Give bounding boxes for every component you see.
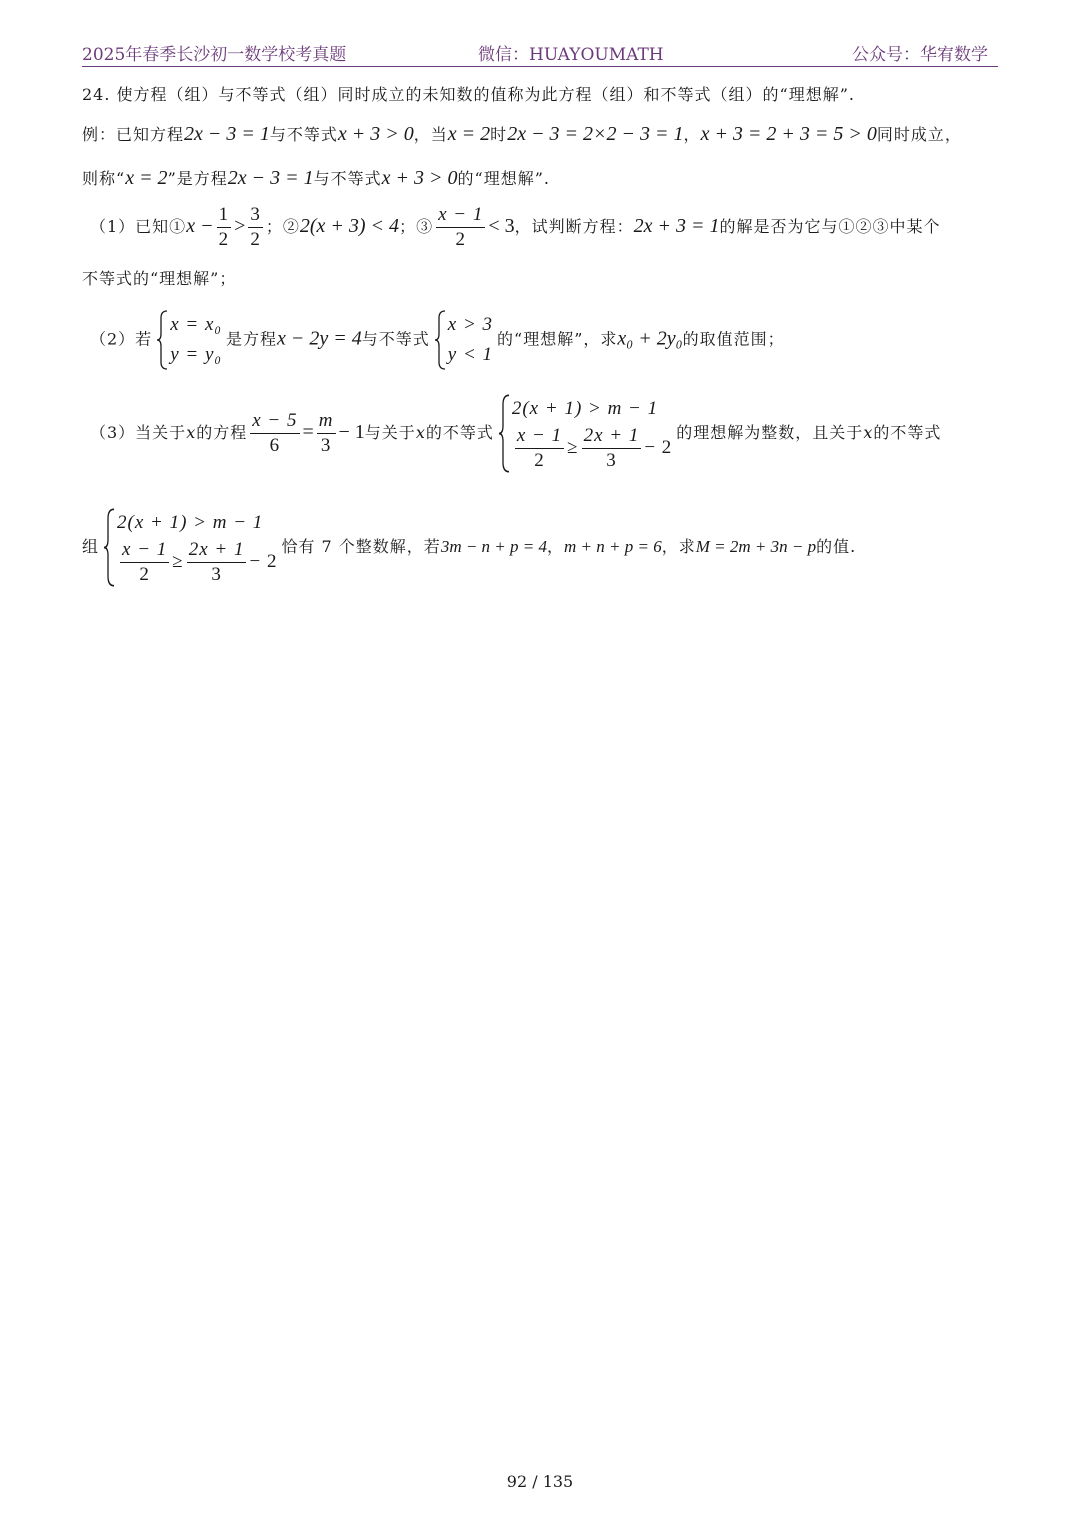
equation-system <box>156 310 222 370</box>
math: = <box>302 421 314 443</box>
math: 2(x + 3) < 4 <box>299 215 400 237</box>
text: 时 <box>490 125 508 144</box>
question-3-cont <box>82 508 856 587</box>
fraction <box>515 424 564 473</box>
fraction <box>317 409 336 458</box>
math: m + n + p = 6 <box>564 537 662 556</box>
question-1-cont <box>82 266 236 289</box>
math: 2x + 3 = 1 <box>633 215 720 237</box>
text: ， <box>683 125 701 144</box>
text: ， <box>547 537 565 556</box>
inequality-system <box>103 508 277 587</box>
system-row: x = x₀ <box>170 314 222 335</box>
numerator: m <box>317 409 336 434</box>
text: ，求 <box>661 537 696 556</box>
text: ；② <box>265 217 300 236</box>
math: x = 2 <box>447 123 491 145</box>
numerator: x − 1 <box>515 424 564 449</box>
math: x + 3 > 0 <box>337 123 414 145</box>
text: （2）若 <box>90 329 153 349</box>
system-row <box>512 424 672 473</box>
math: x <box>186 423 197 442</box>
fraction <box>217 203 232 252</box>
math: x − 2y = 4 <box>277 327 362 350</box>
text: 的值. <box>816 537 857 556</box>
math: 2x − 3 = 1 <box>184 123 270 145</box>
math: 2x − 3 = 2×2 − 3 = 1 <box>507 123 684 145</box>
denominator: 2 <box>218 229 230 250</box>
text: 与不等式 <box>313 169 382 188</box>
text: ；③ <box>399 217 434 236</box>
denominator: 3 <box>320 435 332 456</box>
page-number: 92 / 135 <box>506 1472 574 1491</box>
brace-icon <box>103 508 115 587</box>
text: 的解是否为它与①②③中某个 <box>719 217 941 236</box>
denominator: 2 <box>534 450 545 471</box>
math: x + 3 > 0 <box>381 167 458 189</box>
text: （3）当关于 <box>90 423 187 442</box>
intro-text: 24. 使方程（组）与不等式（组）同时成立的未知数的值称为此方程（组）和不等式（组）的“理想解”. <box>82 85 855 104</box>
numerator: 2x + 1 <box>582 424 642 449</box>
numerator: 2x + 1 <box>187 538 247 563</box>
text: 的“理想解”，求 <box>497 329 618 349</box>
question-1 <box>90 203 941 252</box>
text: 的不等式 <box>425 423 494 442</box>
numerator: x − 5 <box>250 409 299 434</box>
question-2 <box>90 310 785 370</box>
fraction <box>436 203 485 252</box>
example-line-1 <box>82 122 962 146</box>
text: 则称“ <box>82 169 126 188</box>
math: x − <box>186 215 214 237</box>
system-row: x > 3 <box>447 314 494 335</box>
brace-icon <box>434 310 446 370</box>
example-line-2 <box>82 166 550 190</box>
text: 恰有 7 个整数解，若 <box>281 537 441 556</box>
text: ，当 <box>413 125 448 144</box>
text: 组 <box>82 537 100 556</box>
fraction <box>187 538 247 587</box>
text: 的方程 <box>196 423 248 442</box>
text: 例：已知方程 <box>82 125 185 144</box>
math: 3m − n + p = 4 <box>440 537 548 556</box>
denominator: 2 <box>250 229 261 250</box>
page-header <box>82 36 998 67</box>
denominator: 2 <box>139 564 150 585</box>
math: < 3 <box>488 215 515 237</box>
math: − 2 <box>644 436 673 458</box>
text: （1）已知① <box>90 217 187 236</box>
header-title: 2025年春季长沙初一数学校考真题 <box>82 45 347 65</box>
math: ≥ <box>172 550 184 572</box>
brace-icon <box>156 310 168 370</box>
math: x₀ + 2y₀ <box>617 327 683 350</box>
numerator: x − 1 <box>436 203 485 228</box>
numerator: 1 <box>217 203 232 228</box>
text: ”是方程 <box>167 169 228 188</box>
text: 与不等式 <box>269 125 338 144</box>
brace-icon <box>498 394 510 473</box>
math: > <box>234 215 246 237</box>
math: 2x − 3 = 1 <box>227 167 314 189</box>
text: ，试判断方程： <box>514 217 634 236</box>
math: − 2 <box>249 550 278 572</box>
math: x <box>863 423 874 442</box>
denominator: 6 <box>269 435 281 456</box>
text: 的取值范围； <box>682 329 785 349</box>
system-row: y < 1 <box>447 344 494 365</box>
inequality-system <box>434 310 493 370</box>
text: 同时成立， <box>876 125 962 144</box>
math: ≥ <box>567 436 579 458</box>
text: 的“理想解”. <box>457 169 550 188</box>
math: x <box>415 423 426 442</box>
header-account: 公众号：华宥数学 <box>852 45 988 65</box>
math: x = 2 <box>125 167 168 189</box>
text: 与不等式 <box>361 329 430 349</box>
numerator: 3 <box>248 203 263 228</box>
fraction <box>582 424 642 473</box>
fraction <box>250 409 299 458</box>
text: 的理想解为整数，且关于 <box>676 423 864 442</box>
inequality-system <box>498 394 672 473</box>
fraction <box>248 203 263 252</box>
denominator: 3 <box>606 450 617 471</box>
text: 是方程 <box>225 329 277 349</box>
system-row <box>117 538 277 587</box>
denominator: 2 <box>455 229 466 250</box>
system-row: 2(x + 1) > m − 1 <box>511 398 659 419</box>
text: 不等式的“理想解”； <box>82 269 237 288</box>
fraction <box>120 538 169 587</box>
math: M = 2m + 3n − p <box>695 537 817 556</box>
text: 的不等式 <box>873 423 942 442</box>
numerator: x − 1 <box>120 538 169 563</box>
system-row: 2(x + 1) > m − 1 <box>117 512 264 533</box>
system-row: y = y₀ <box>170 344 222 365</box>
question-3 <box>90 394 941 473</box>
problem-intro <box>82 82 855 105</box>
header-wechat: 微信：HUAYOUMATH <box>478 45 664 65</box>
math: x + 3 = 2 + 3 = 5 > 0 <box>700 123 877 145</box>
math: − 1 <box>338 421 365 443</box>
text: 与关于 <box>364 423 416 442</box>
denominator: 3 <box>211 564 222 585</box>
